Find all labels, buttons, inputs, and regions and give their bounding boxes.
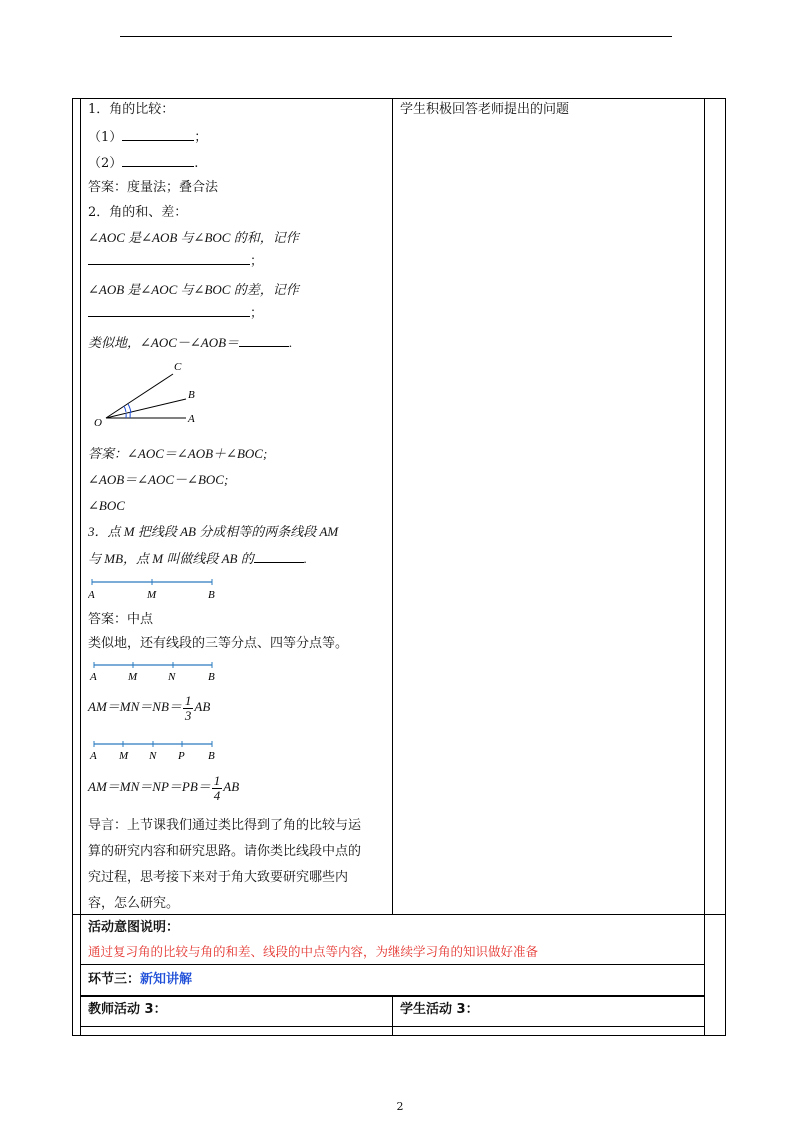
seg3-label-B: B [208, 750, 215, 762]
section2-sum: ∠AOC 是∠AOB 与∠BOC 的和，记作 [88, 230, 299, 245]
teacher-activity-label: 教师活动 3： [88, 1002, 167, 1017]
seg2-label-M: M [128, 671, 138, 683]
section1-item1 [88, 128, 207, 146]
seg1-label-A: A [88, 589, 95, 601]
fraction-one-third [183, 694, 194, 723]
fraction-one-quarter [212, 774, 223, 803]
section2-diff-blank [88, 304, 263, 322]
section2-diff: ∠AOB 是∠AOC 与∠BOC 的差，记作 [88, 282, 299, 297]
row-divider-bottom [80, 1026, 704, 1027]
col-divider-activity [392, 996, 393, 1036]
seg1-label-B: B [208, 589, 215, 601]
section2-similar [88, 334, 292, 351]
guide-line-2: 算的研究内容和研究思路。请你类比线段中点的 [88, 844, 362, 859]
header-rule [120, 36, 672, 37]
similar-end: . [289, 335, 293, 350]
seg3-label-P: P [178, 750, 185, 762]
formula2-left: AM＝MN＝NP＝PB＝ [88, 779, 211, 794]
item1-end: ； [194, 130, 208, 145]
seg2-label-A: A [90, 671, 97, 683]
section3-answer: 答案：中点 [88, 612, 154, 627]
blank-5 [239, 334, 289, 347]
page-number: 2 [396, 1100, 404, 1113]
angle-diagram [88, 356, 208, 428]
blank-1 [122, 128, 194, 141]
formula1-right: AB [194, 699, 211, 714]
stage-label: 环节三： [88, 972, 141, 987]
section3-line2 [88, 550, 307, 567]
blank-3 [88, 252, 250, 265]
blank-2 [122, 154, 194, 167]
section2-answer3: ∠BOC [88, 498, 125, 513]
label-B: B [188, 389, 195, 401]
item1-label: （1） [88, 130, 123, 145]
seg2-label-B: B [208, 671, 215, 683]
section1-item2 [88, 154, 198, 172]
segment-diagram-midpoint [88, 576, 218, 606]
fraction2-numerator: 1 [213, 772, 221, 788]
seg1-label-M: M [147, 589, 157, 601]
similar-label: 类似地，∠AOC－∠AOB＝ [88, 335, 240, 350]
formula-trisection [88, 692, 210, 723]
stage-title: 新知讲解 [140, 972, 193, 987]
row-divider-2 [80, 964, 704, 965]
diff-end: ； [250, 306, 264, 321]
row-divider-4 [80, 996, 704, 997]
col-divider-left-inner [80, 98, 81, 1036]
formula-quadrisection [88, 772, 239, 803]
col-divider-middle [392, 98, 393, 914]
item2-label: （2） [88, 156, 123, 171]
section1-answer: 答案：度量法；叠合法 [88, 180, 219, 195]
seg3-label-M: M [119, 750, 129, 762]
fraction1-denominator: 3 [184, 707, 192, 723]
label-C: C [174, 361, 182, 373]
guide-line-1: 导言：上节课我们通过类比得到了角的比较与运 [88, 818, 362, 833]
guide-line-4: 容，怎么研究。 [88, 896, 180, 911]
label-A: A [188, 413, 195, 425]
label-O: O [94, 417, 102, 428]
segment-diagram-trisection [88, 660, 218, 686]
section2-answer1: 答案：∠AOC＝∠AOB＋∠BOC; [88, 446, 268, 461]
seg3-label-A: A [90, 750, 97, 762]
section1-title: 1．角的比较： [88, 102, 175, 117]
formula1-left: AM＝MN＝NB＝ [88, 699, 182, 714]
item2-end: . [194, 156, 199, 171]
seg2-label-N: N [168, 671, 176, 683]
section2-title: 2．角的和、差： [88, 205, 188, 220]
fraction1-numerator: 1 [184, 692, 192, 708]
seg3-label-N: N [149, 750, 157, 762]
section3-line1: 3．点 M 把线段 AB 分成相等的两条线段 AM [88, 524, 339, 539]
col-divider-right-inner [704, 98, 705, 1036]
blank-4 [88, 304, 250, 317]
guide-line-3: 究过程，思考接下来对于角大致要研究哪些内 [88, 870, 349, 885]
formula2-right: AB [223, 779, 240, 794]
stage-heading [88, 972, 192, 988]
line2-prefix: 与 MB，点 M 叫做线段 AB 的 [88, 551, 254, 566]
section2-answer2: ∠AOB＝∠AOC－∠BOC; [88, 472, 229, 487]
line2-end: . [303, 551, 307, 566]
row-divider-1 [72, 914, 726, 915]
blank-6 [254, 550, 304, 563]
intent-text: 通过复习角的比较与角的和差、线段的中点等内容，为继续学习角的知识做好准备 [88, 944, 539, 959]
segment-diagram-quadrisection [88, 740, 218, 766]
section2-sum-blank [88, 252, 263, 270]
sum-end: ； [250, 254, 264, 269]
section3-similar: 类似地，还有线段的三等分点、四等分点等。 [88, 636, 349, 651]
intent-label: 活动意图说明： [88, 920, 180, 935]
fraction2-denominator: 4 [213, 787, 221, 803]
student-response-text: 学生积极回答老师提出的问题 [400, 102, 570, 117]
student-activity-label: 学生活动 3： [400, 1002, 479, 1017]
